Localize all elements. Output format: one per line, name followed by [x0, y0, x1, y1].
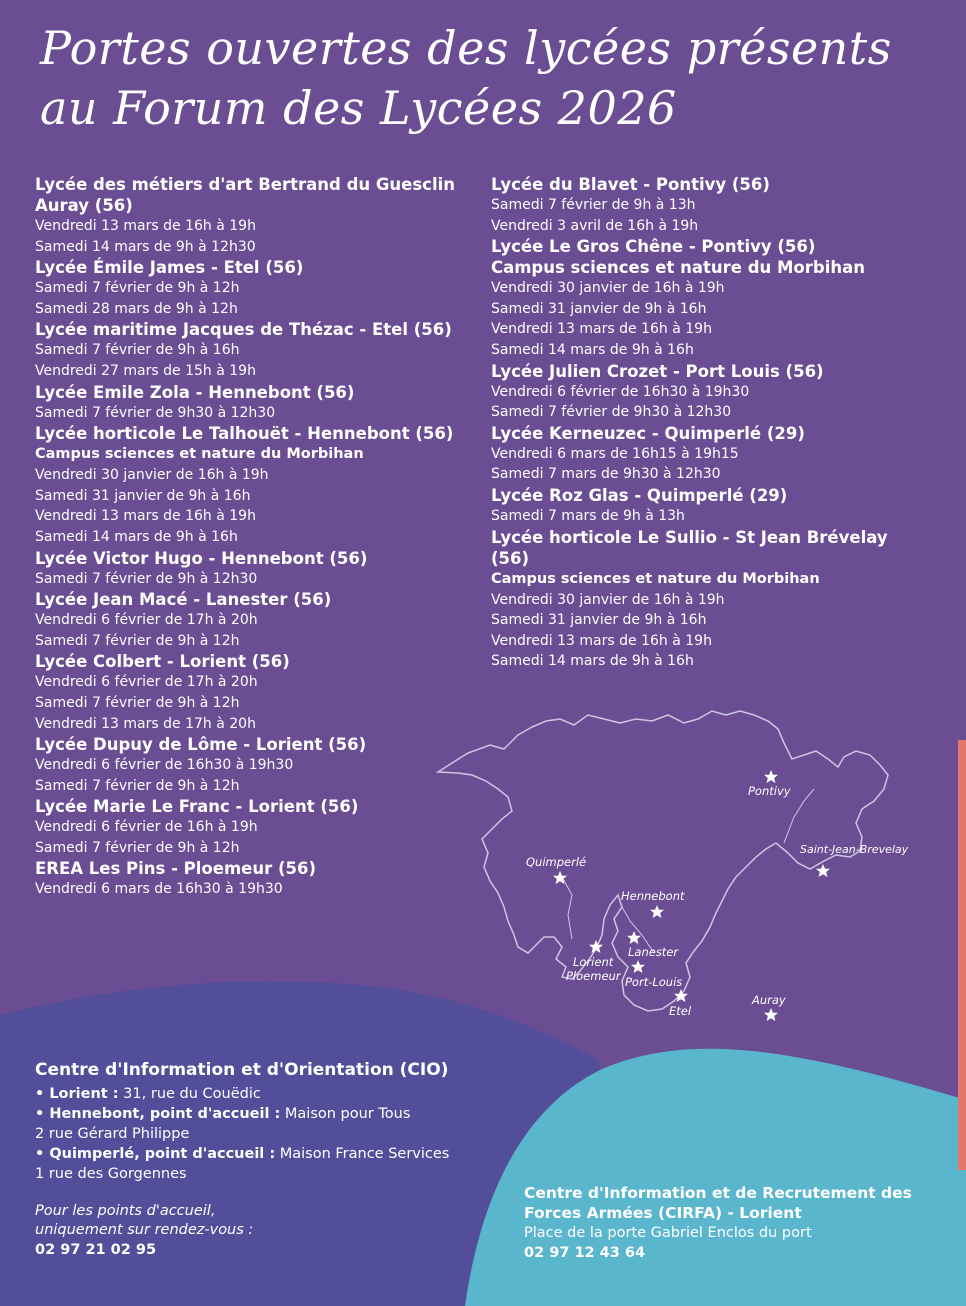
school-date: Samedi 7 février de 9h à 12h: [35, 280, 240, 297]
school-date: Samedi 7 février de 9h à 13h: [491, 197, 696, 213]
school-date: Vendredi 6 février de 16h à 19h: [35, 819, 258, 836]
map-label-ploemeur: Ploemeur: [566, 969, 621, 983]
school-entry: [491, 527, 931, 672]
cirfa-address: Place de la porte Gabriel Enclos du port: [524, 1225, 812, 1241]
school-date: Vendredi 6 février de 16h30 à 19h30: [35, 757, 294, 774]
school-date: Vendredi 6 février de 16h30 à 19h30: [491, 383, 750, 400]
school-entry: [491, 423, 931, 485]
cio-note-line: Pour les points d'accueil,: [35, 1203, 216, 1219]
school-name: Lycée Colbert - Lorient (56): [35, 652, 290, 672]
school-entry: [491, 485, 931, 527]
school-date: Samedi 28 mars de 9h à 12h: [35, 300, 238, 317]
school-date: Vendredi 6 février de 17h à 20h: [35, 674, 258, 691]
map-label-saint-jean-brevelay: Saint-Jean-Brevelay: [800, 843, 909, 856]
star-icon: [764, 1008, 778, 1021]
school-name: Lycée du Blavet - Pontivy (56): [491, 175, 770, 194]
school-name: EREA Les Pins - Ploemeur (56): [35, 859, 317, 879]
page-title: [40, 18, 892, 138]
school-date: Vendredi 30 janvier de 16h à 19h: [35, 467, 269, 484]
school-name: Lycée Roz Glas - Quimperlé (29): [491, 485, 788, 505]
cio-address-line: [35, 1104, 455, 1124]
star-icon: [674, 989, 688, 1002]
school-date: Samedi 31 janvier de 9h à 16h: [491, 300, 707, 317]
school-name: Lycée Jean Macé - Lanester (56): [35, 590, 332, 610]
school-entry: [35, 651, 475, 734]
cirfa-block: [524, 1183, 934, 1263]
school-date: Samedi 14 mars de 9h à 16h: [491, 341, 694, 358]
star-icon: [589, 940, 603, 953]
cio-block: [35, 1058, 455, 1260]
cio-address-line: [35, 1124, 455, 1144]
school-date: Vendredi 13 mars de 16h à 19h: [491, 632, 712, 649]
title-line-1: Portes ouvertes des lycées présents: [40, 21, 892, 75]
map-label-port-louis: Port-Louis: [625, 975, 683, 989]
school-entry: [35, 589, 475, 651]
school-date: Samedi 14 mars de 9h à 16h: [35, 528, 238, 545]
school-entry: [35, 858, 475, 900]
school-campus: Campus sciences et nature du Morbihan: [35, 446, 364, 463]
right-column: [491, 174, 931, 672]
school-date: Vendredi 6 mars de 16h30 à 19h30: [35, 881, 283, 898]
school-date: Vendredi 6 février de 17h à 20h: [35, 612, 258, 629]
cio-city: • Quimperlé, point d'accueil :: [35, 1146, 276, 1162]
map-label-lanester: Lanester: [628, 945, 679, 959]
school-name: Lycée Marie Le Franc - Lorient (56): [35, 797, 359, 817]
school-entry: [35, 423, 475, 547]
cio-address-line: [35, 1084, 455, 1104]
school-entry: [35, 382, 475, 424]
school-date: Samedi 7 février de 9h à 12h: [35, 694, 240, 711]
school-date: Samedi 7 mars de 9h à 13h: [491, 507, 685, 524]
school-name: Lycée horticole Le Sullio - St Jean Brévelay (56): [491, 527, 888, 568]
cirfa-phone[interactable]: 02 97 12 43 64: [524, 1245, 646, 1261]
school-date: Vendredi 13 mars de 16h à 19h: [491, 321, 712, 338]
map-label-hennebont: Hennebont: [621, 889, 685, 903]
school-date: Vendredi 30 janvier de 16h à 19h: [491, 280, 725, 297]
school-date: Samedi 31 janvier de 9h à 16h: [491, 612, 707, 629]
school-name: Lycée Emile Zola - Hennebont (56): [35, 382, 355, 402]
school-date: Samedi 7 mars de 9h30 à 12h30: [491, 466, 721, 483]
school-name: Lycée Le Gros Chêne - Pontivy (56): [491, 237, 816, 257]
cirfa-title: Centre d'Information et de Recrutement des: [524, 1184, 912, 1202]
school-entry: [491, 361, 931, 423]
cio-city: • Lorient :: [35, 1086, 119, 1102]
star-icon: [631, 960, 645, 973]
cio-address: 31, rue du Couëdic: [118, 1086, 261, 1102]
school-date: Vendredi 27 mars de 15h à 19h: [35, 362, 256, 379]
left-column: [35, 174, 475, 900]
cio-address-line: [35, 1164, 455, 1184]
school-name: Lycée Dupuy de Lôme - Lorient (56): [35, 735, 367, 755]
map-label-etel: Etel: [669, 1004, 692, 1018]
region-map: [432, 705, 932, 1035]
school-date: Vendredi 13 mars de 16h à 19h: [35, 508, 256, 525]
school-name: Lycée maritime Jacques de Thézac - Etel (56): [35, 320, 452, 340]
school-name-cont: Auray (56): [35, 196, 133, 215]
map-label-auray: Auray: [752, 993, 786, 1007]
map-label-quimperle: Quimperlé: [526, 855, 587, 869]
cirfa-title-cont: Forces Armées (CIRFA) - Lorient: [524, 1204, 802, 1222]
school-entry: [35, 319, 475, 381]
cio-address-line: [35, 1144, 455, 1164]
map-label-pontivy: Pontivy: [748, 784, 791, 798]
school-entry: [491, 236, 931, 360]
cio-title: Centre d'Information et d'Orientation (CIO): [35, 1060, 449, 1080]
school-date: Samedi 7 février de 9h à 12h: [35, 632, 240, 649]
cio-city: • Hennebont, point d'accueil :: [35, 1106, 281, 1122]
star-icon: [650, 905, 664, 918]
cio-address: Maison pour Tous: [280, 1106, 411, 1122]
title-line-2: au Forum des Lycées 2026: [40, 81, 677, 135]
school-campus: Campus sciences et nature du Morbihan: [491, 570, 820, 587]
star-icon: [816, 864, 830, 877]
school-entry: [35, 548, 475, 590]
star-icon: [627, 931, 641, 944]
school-entry: [35, 174, 475, 257]
school-date: Vendredi 13 mars de 16h à 19h: [35, 218, 256, 234]
accent-edge: [958, 740, 966, 1170]
cio-address: 2 rue Gérard Philippe: [35, 1126, 190, 1142]
school-date: Vendredi 6 mars de 16h15 à 19h15: [491, 445, 739, 462]
school-name: Lycée Victor Hugo - Hennebont (56): [35, 548, 368, 568]
school-date: Samedi 7 février de 9h à 12h30: [35, 570, 258, 587]
cio-note-line: uniquement sur rendez-vous :: [35, 1222, 254, 1238]
school-name: Lycée des métiers d'art Bertrand du Guesclin: [35, 175, 456, 194]
school-date: Samedi 7 février de 9h à 12h: [35, 777, 240, 794]
school-name: Lycée Émile James - Etel (56): [35, 258, 304, 278]
map-inner-border: [562, 789, 814, 953]
school-name: Lycée Julien Crozet - Port Louis (56): [491, 361, 824, 381]
school-date: Samedi 7 février de 9h30 à 12h30: [491, 404, 732, 421]
school-name-cont: Campus sciences et nature du Morbihan: [491, 258, 865, 278]
school-entry: [35, 257, 475, 319]
school-entry: [35, 734, 475, 796]
cio-address: 1 rue des Gorgennes: [35, 1166, 187, 1182]
school-date: Vendredi 3 avril de 16h à 19h: [491, 217, 699, 234]
cio-phone[interactable]: 02 97 21 02 95: [35, 1242, 157, 1258]
school-date: Samedi 7 février de 9h à 16h: [35, 342, 240, 359]
school-entry: [35, 796, 475, 858]
map-outline: [438, 711, 888, 1011]
school-date: Vendredi 13 mars de 17h à 20h: [35, 715, 256, 732]
school-entry: [491, 174, 931, 236]
map-label-lorient: Lorient: [573, 955, 614, 969]
school-date: Samedi 14 mars de 9h à 16h: [491, 653, 694, 670]
school-date: Samedi 7 février de 9h à 12h: [35, 839, 240, 856]
school-date: Vendredi 30 janvier de 16h à 19h: [491, 591, 725, 608]
cio-note: [35, 1202, 455, 1240]
cio-address: Maison France Services: [275, 1146, 450, 1162]
school-name: Lycée Kerneuzec - Quimperlé (29): [491, 423, 805, 443]
school-name: Lycée horticole Le Talhouët - Hennebont (56): [35, 424, 454, 444]
school-date: Samedi 31 janvier de 9h à 16h: [35, 487, 251, 504]
school-date: Samedi 7 février de 9h30 à 12h30: [35, 404, 276, 421]
school-date: Samedi 14 mars de 9h à 12h30: [35, 238, 256, 255]
star-icon: [764, 770, 778, 783]
